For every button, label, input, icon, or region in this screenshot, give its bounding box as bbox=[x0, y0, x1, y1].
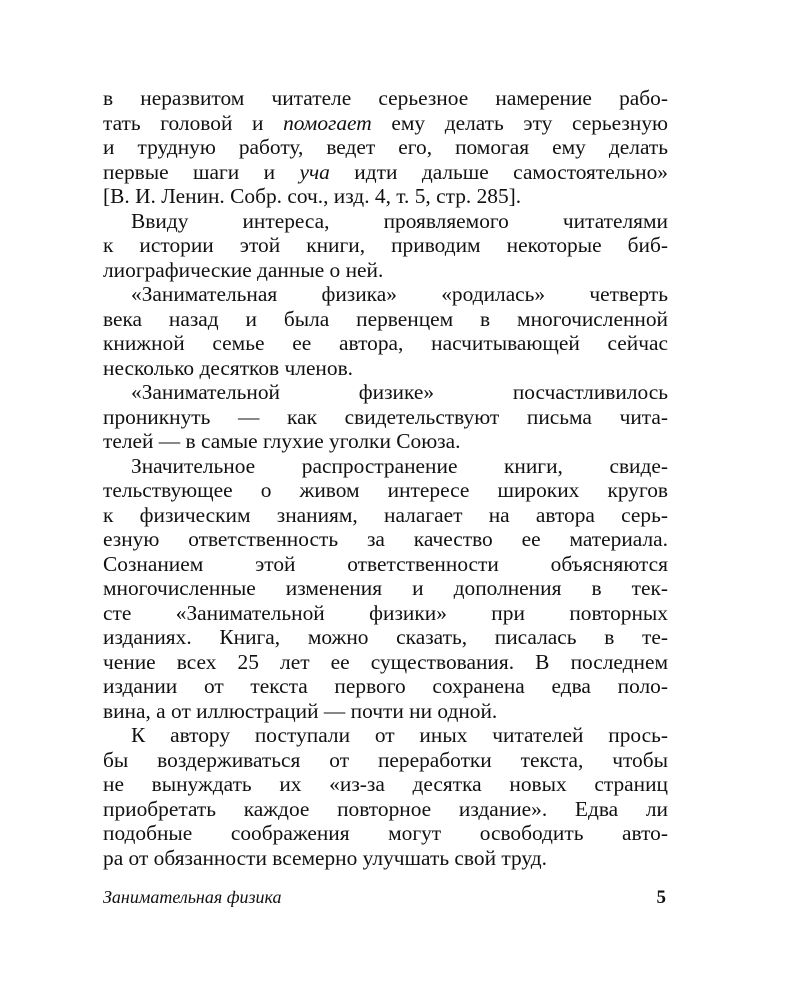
text-segment: к физическим знаниям, налагает на автора серь- bbox=[103, 502, 668, 527]
text-line bbox=[103, 86, 668, 111]
text-segment: тать головой и bbox=[103, 110, 284, 135]
text-line bbox=[103, 331, 668, 356]
text-line bbox=[103, 405, 668, 430]
text-segment: ра от обязанности всемерно улучшать свой труд. bbox=[103, 845, 547, 870]
text-segment: издании от текста первого сохранена едва поло- bbox=[103, 674, 668, 698]
text-line bbox=[103, 282, 668, 307]
text-segment: бы воздерживаться от переработки текста, чтобы bbox=[103, 747, 668, 772]
text-line bbox=[103, 797, 668, 822]
text-line bbox=[103, 135, 668, 160]
running-title: Занимательная физика bbox=[103, 887, 282, 907]
page-footer bbox=[103, 887, 668, 913]
body-text bbox=[103, 86, 668, 870]
text-line bbox=[103, 846, 668, 871]
text-line bbox=[103, 429, 668, 454]
text-segment: подобные соображения могут освободить авто- bbox=[103, 821, 668, 845]
text-line bbox=[103, 821, 668, 846]
text-segment: «Занимательной физике» посчастливилось bbox=[131, 380, 668, 404]
text-line bbox=[103, 111, 668, 136]
text-line bbox=[103, 233, 668, 258]
text-line bbox=[103, 258, 668, 283]
text-segment: идти дальше самостоятельно» bbox=[329, 159, 668, 184]
text-segment: к истории этой книги, приводим некоторые биб- bbox=[103, 233, 668, 257]
text-line bbox=[103, 674, 668, 699]
text-segment: тельствующее о живом интересе широких кругов bbox=[103, 478, 668, 502]
text-segment: ему делать эту серьезную bbox=[371, 110, 668, 135]
text-segment: Значительное распространение книги, свиде- bbox=[131, 453, 668, 478]
text-segment: вина, а от иллюстраций — почти ни одной. bbox=[103, 698, 498, 723]
text-line bbox=[103, 356, 668, 381]
text-line bbox=[103, 160, 668, 185]
text-segment: [В. И. Ленин. Собр. соч., изд. 4, т. 5, стр. 285]. bbox=[103, 184, 522, 208]
text-segment: века назад и была первенцем в многочисленной bbox=[103, 306, 668, 331]
text-line bbox=[103, 723, 668, 748]
text-segment: чение всех 25 лет ее существования. В последнем bbox=[103, 649, 668, 674]
text-segment: К автору поступали от иных читателей прось- bbox=[131, 723, 668, 747]
text-line bbox=[103, 772, 668, 797]
text-line bbox=[103, 699, 668, 724]
text-segment: Сознанием этой ответственности объясняются bbox=[103, 551, 668, 576]
text-segment: езную ответственность за качество ее материала. bbox=[103, 527, 668, 551]
text-line bbox=[103, 454, 668, 479]
emphasized-word: помогает bbox=[283, 110, 372, 135]
text-segment: книжной семье ее автора, насчитывающей сейчас bbox=[103, 331, 668, 355]
text-line bbox=[103, 625, 668, 650]
text-line bbox=[103, 478, 668, 503]
text-segment: несколько десятков членов. bbox=[103, 355, 354, 380]
text-line bbox=[103, 601, 668, 626]
emphasized-word: уча bbox=[299, 159, 330, 184]
text-line bbox=[103, 209, 668, 234]
text-segment: Ввиду интереса, проявляемого читателями bbox=[131, 208, 668, 233]
text-segment: первые шаги и bbox=[103, 159, 300, 184]
text-segment: не вынуждать их «из-за десятка новых страниц bbox=[103, 772, 668, 796]
text-line bbox=[103, 576, 668, 601]
text-line bbox=[103, 552, 668, 577]
text-line bbox=[103, 650, 668, 675]
text-segment: телей — в самые глухие уголки Союза. bbox=[103, 429, 461, 453]
text-segment: многочисленные изменения и дополнения в тек- bbox=[103, 576, 668, 600]
text-segment: приобретать каждое повторное издание». Едва ли bbox=[103, 796, 668, 821]
text-line bbox=[103, 503, 668, 528]
text-line bbox=[103, 748, 668, 773]
text-line bbox=[103, 380, 668, 405]
text-line bbox=[103, 527, 668, 552]
text-segment: «Занимательная физика» «родилась» четверть bbox=[131, 282, 668, 306]
text-segment: и трудную работу, ведет его, помогая ему делать bbox=[103, 135, 668, 159]
text-line bbox=[103, 307, 668, 332]
text-line bbox=[103, 184, 668, 209]
text-segment: сте «Занимательной физики» при повторных bbox=[103, 600, 668, 625]
text-segment: лиографические данные о ней. bbox=[103, 257, 384, 282]
page-number: 5 bbox=[656, 887, 666, 908]
text-segment: проникнуть — как свидетельствуют письма чита- bbox=[103, 404, 668, 429]
text-segment: изданиях. Книга, можно сказать, писалась в те- bbox=[103, 625, 668, 649]
text-segment: в неразвитом читателе серьезное намерение рабо- bbox=[103, 86, 668, 110]
